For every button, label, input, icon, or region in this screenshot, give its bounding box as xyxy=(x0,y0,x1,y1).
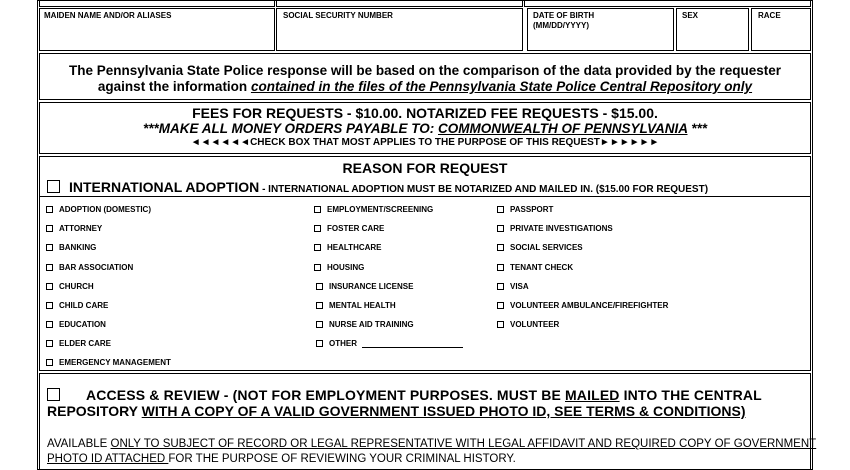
banking-checkbox[interactable] xyxy=(46,244,53,251)
reason-title: REASON FOR REQUEST xyxy=(342,160,508,176)
attorney-checkbox[interactable] xyxy=(46,225,53,232)
intl-divider xyxy=(39,196,811,197)
visa-label: VISA xyxy=(510,282,529,291)
child-care-checkbox[interactable] xyxy=(46,302,53,309)
volunteer-ambulance-checkbox[interactable] xyxy=(497,302,504,309)
nurse-aid-training-label: NURSE AID TRAINING xyxy=(329,320,414,329)
elder-care-label: ELDER CARE xyxy=(59,339,112,348)
employment-screening-label: EMPLOYMENT/SCREENING xyxy=(327,205,434,214)
healthcare-checkbox[interactable] xyxy=(314,244,321,251)
child-care-label: CHILD CARE xyxy=(59,301,109,310)
availability-photo-id: PHOTO ID ATTACHED xyxy=(47,453,169,465)
passport-label: PASSPORT xyxy=(510,205,554,214)
access-review-line2 xyxy=(47,403,746,419)
volunteer-ambulance-label: VOLUNTEER AMBULANCE/FIREFIGHTER xyxy=(510,301,669,310)
fees-line1: FEES FOR REQUESTS - $10.00. NOTARIZED FEE REQUESTS - $15.00. xyxy=(192,105,658,121)
access-review-line1 xyxy=(86,387,804,403)
intl-adoption-note: - INTERNATIONAL ADOPTION MUST BE NOTARIZED AND MAILED IN. ($15.00 FOR REQUEST) xyxy=(259,184,709,195)
elder-care-checkbox[interactable] xyxy=(46,340,53,347)
access-review-line1-a: ACCESS & REVIEW - (NOT FOR EMPLOYMENT PURPOSES. MUST BE xyxy=(86,387,565,403)
nurse-aid-training-checkbox[interactable] xyxy=(316,321,323,328)
employment-screening-checkbox[interactable] xyxy=(314,206,321,213)
housing-checkbox[interactable] xyxy=(314,264,321,271)
tenant-check-checkbox[interactable] xyxy=(497,264,504,271)
social-services-label: SOCIAL SERVICES xyxy=(510,243,583,252)
bar-association-checkbox[interactable] xyxy=(46,264,53,271)
emergency-management-checkbox[interactable] xyxy=(46,359,53,366)
availability-line1 xyxy=(47,438,816,450)
volunteer-label: VOLUNTEER xyxy=(510,320,560,329)
social-services-checkbox[interactable] xyxy=(497,244,504,251)
other-label: OTHER xyxy=(329,339,357,348)
response-notice-line2 xyxy=(38,79,812,94)
prev-field-2[interactable] xyxy=(276,0,523,7)
fees-line2-prefix: ***MAKE ALL MONEY ORDERS PAYABLE TO: xyxy=(142,121,438,136)
adoption-domestic-label: ADOPTION (DOMESTIC) xyxy=(59,205,151,214)
fees-payee: COMMONWEALTH OF PENNSYLVANIA xyxy=(438,121,688,136)
visa-checkbox[interactable] xyxy=(497,283,504,290)
intl-adoption-checkbox[interactable] xyxy=(47,180,60,193)
banking-label: BANKING xyxy=(59,243,97,252)
access-review-checkbox[interactable] xyxy=(47,388,60,401)
fees-check-instruction: ◄◄◄◄◄◄CHECK BOX THAT MOST APPLIES TO THE PURPOSE OF THIS REQUEST►►►►►► xyxy=(190,137,660,148)
ssn-label: SOCIAL SECURITY NUMBER xyxy=(283,11,393,20)
access-review-line1-b: INTO THE CENTRAL xyxy=(619,387,762,403)
intl-adoption-label: INTERNATIONAL ADOPTION xyxy=(69,179,260,195)
education-label: EDUCATION xyxy=(59,320,106,329)
dob-format-label: (MM/DD/YYYY) xyxy=(533,21,589,30)
church-label: CHURCH xyxy=(59,282,94,291)
mental-health-checkbox[interactable] xyxy=(316,302,323,309)
availability-end: FOR THE PURPOSE OF REVIEWING YOUR CRIMINAL HISTORY. xyxy=(168,453,516,465)
attorney-label: ATTORNEY xyxy=(59,224,103,233)
fees-line2-suffix: *** xyxy=(687,121,708,136)
volunteer-checkbox[interactable] xyxy=(497,321,504,328)
access-review-line2-b: WITH A COPY OF A VALID GOVERNMENT ISSUED PHOTO ID, SEE TERMS & CONDITIONS) xyxy=(141,403,746,419)
insurance-license-checkbox[interactable] xyxy=(316,283,323,290)
availability-only: ONLY TO SUBJECT OF RECORD OR LEGAL REPRESENTATIVE WITH LEGAL AFFIDAVIT AND REQUIRED COPY OF GOVERNMENT xyxy=(110,438,817,450)
mental-health-label: MENTAL HEALTH xyxy=(329,301,396,310)
response-notice-line1: The Pennsylvania State Police response will be based on the comparison of the data provided by the requester xyxy=(69,63,781,78)
dob-label: DATE OF BIRTH xyxy=(533,11,595,20)
foster-care-checkbox[interactable] xyxy=(314,225,321,232)
healthcare-label: HEALTHCARE xyxy=(327,243,382,252)
private-investigations-checkbox[interactable] xyxy=(497,225,504,232)
other-checkbox[interactable] xyxy=(316,340,323,347)
sex-label: SEX xyxy=(682,11,699,20)
availability-line2 xyxy=(47,453,516,465)
insurance-license-label: INSURANCE LICENSE xyxy=(329,282,414,291)
emergency-management-label: EMERGENCY MANAGEMENT xyxy=(59,358,171,367)
other-field[interactable] xyxy=(362,347,463,348)
tenant-check-label: TENANT CHECK xyxy=(510,263,574,272)
bar-association-label: BAR ASSOCIATION xyxy=(59,263,134,272)
response-notice-emphasis: contained in the files of the Pennsylvania State Police Central Repository only xyxy=(250,79,753,94)
foster-care-label: FOSTER CARE xyxy=(327,224,385,233)
church-checkbox[interactable] xyxy=(46,283,53,290)
race-label: RACE xyxy=(758,11,781,20)
private-investigations-label: PRIVATE INVESTIGATIONS xyxy=(510,224,613,233)
education-checkbox[interactable] xyxy=(46,321,53,328)
prev-field-3[interactable] xyxy=(524,0,811,7)
response-notice-prefix: against the information xyxy=(97,79,251,94)
prev-field-1[interactable] xyxy=(39,0,275,7)
housing-label: HOUSING xyxy=(327,263,365,272)
availability-prefix: AVAILABLE xyxy=(47,438,111,450)
access-review-mailed: MAILED xyxy=(565,387,620,403)
maiden-name-label: MAIDEN NAME AND/OR ALIASES xyxy=(44,11,172,20)
passport-checkbox[interactable] xyxy=(497,206,504,213)
intl-adoption-line xyxy=(69,179,708,197)
access-review-line2-a: REPOSITORY xyxy=(47,403,142,419)
fees-line2 xyxy=(38,121,812,136)
adoption-domestic-checkbox[interactable] xyxy=(46,206,53,213)
